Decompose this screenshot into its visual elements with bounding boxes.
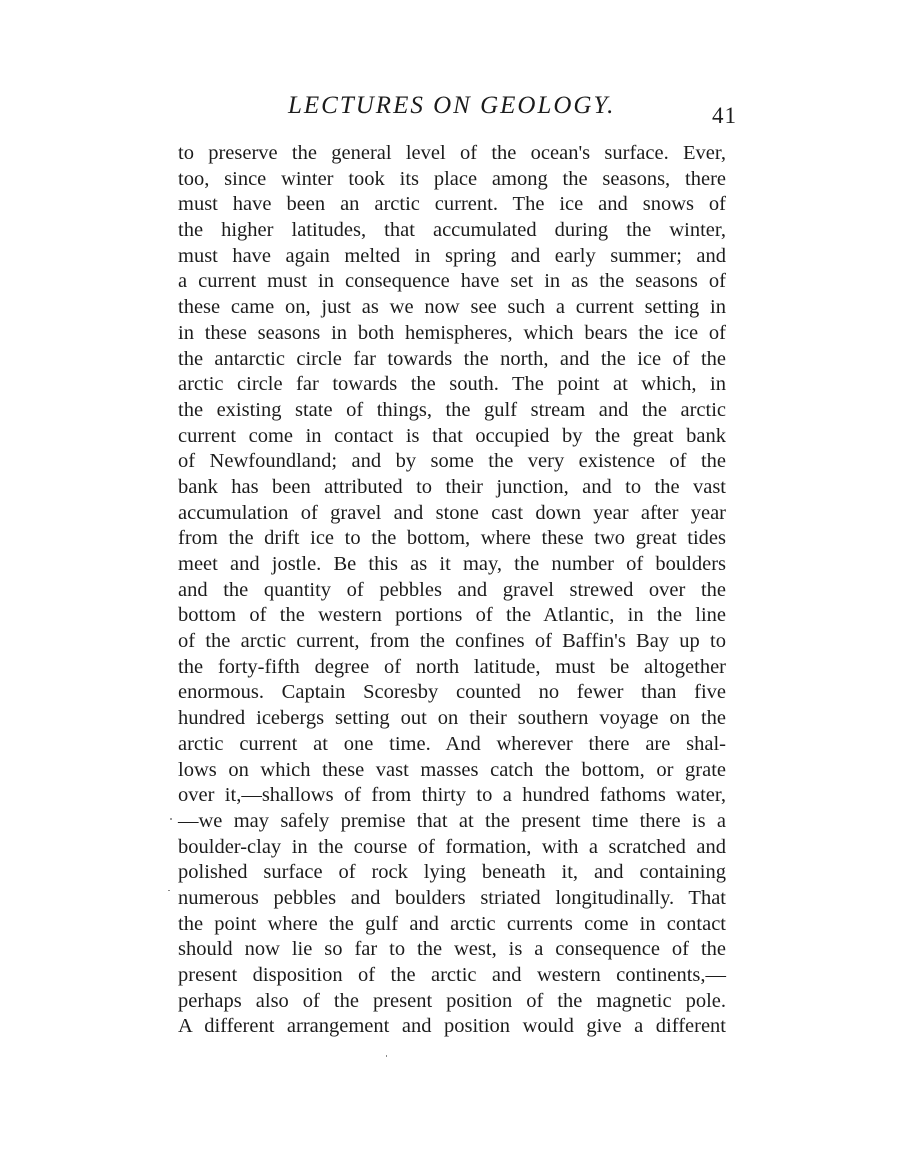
text-line: meet and jostle. Be this as it may, the number of boulders: [178, 553, 726, 575]
text-line: over it,—shallows of from thirty to a hundred fathoms water,: [178, 784, 726, 807]
text-line: arctic circle far towards the south. The point at which, in: [178, 373, 726, 396]
text-line: these came on, just as we now see such a current setting in: [178, 296, 726, 319]
text-line: hundred icebergs setting out on their southern voyage on the: [178, 707, 726, 730]
text-line: present disposition of the arctic and western continents,—: [178, 964, 726, 986]
text-line: arctic current at one time. And wherever there are shal-: [178, 732, 726, 755]
text-line: lows on which these vast masses catch the bottom, or grate: [178, 758, 726, 781]
text-line: should now lie so far to the west, is a consequence of the: [178, 938, 726, 961]
text-line: must have been an arctic current. The ice and snows of: [178, 193, 726, 216]
text-line: the existing state of things, the gulf stream and the arctic: [178, 398, 726, 421]
text-line: numerous pebbles and boulders striated longitudinally. That: [178, 886, 726, 909]
text-line: enormous. Captain Scoresby counted no fewer than five: [178, 681, 726, 704]
text-line: a current must in consequence have set in as the seasons of: [178, 270, 726, 293]
text-line: boulder-clay in the course of formation, with a scratched and: [178, 835, 726, 858]
paper-speck: [386, 1055, 387, 1057]
running-head: [180, 92, 660, 132]
running-title: LECTURES ON GEOLOGY.: [288, 92, 616, 119]
body-text: [178, 141, 726, 1040]
text-line: bottom of the western portions of the Atlantic, in the line: [178, 604, 726, 627]
text-line: the forty-fifth degree of north latitude, must be altogether: [178, 655, 726, 678]
text-line: to preserve the general level of the ocean's surface. Ever,: [178, 142, 726, 164]
text-line: of Newfoundland; and by some the very existence of the: [178, 450, 726, 473]
paper-speck: [170, 818, 172, 820]
text-line: too, since winter took its place among the seasons, there: [178, 167, 726, 190]
text-line: in these seasons in both hemispheres, which bears the ice of: [178, 321, 726, 344]
text-line: the antarctic circle far towards the north, and the ice of the: [178, 347, 726, 370]
text-line: from the drift ice to the bottom, where these two great tides: [178, 527, 726, 550]
text-line: and the quantity of pebbles and gravel strewed over the: [178, 578, 726, 601]
text-line: bank has been attributed to their junction, and to the vast: [178, 475, 726, 498]
paper-speck: [168, 890, 170, 891]
page-number: 41: [712, 103, 737, 128]
text-line: the point where the gulf and arctic currents come in contact: [178, 912, 726, 935]
text-line: perhaps also of the present position of the magnetic pole.: [178, 989, 726, 1012]
text-line: current come in contact is that occupied by the great bank: [178, 424, 726, 447]
text-line: must have again melted in spring and early summer; and: [178, 244, 726, 267]
text-line: A different arrangement and position would give a different: [178, 1015, 726, 1038]
text-line: polished surface of rock lying beneath it, and containing: [178, 861, 726, 884]
text-line: accumulation of gravel and stone cast down year after year: [178, 501, 726, 524]
text-line: —we may safely premise that at the present time there is a: [178, 809, 726, 832]
text-line: of the arctic current, from the confines of Baffin's Bay up to: [178, 630, 726, 653]
text-line: the higher latitudes, that accumulated during the winter,: [178, 219, 726, 242]
